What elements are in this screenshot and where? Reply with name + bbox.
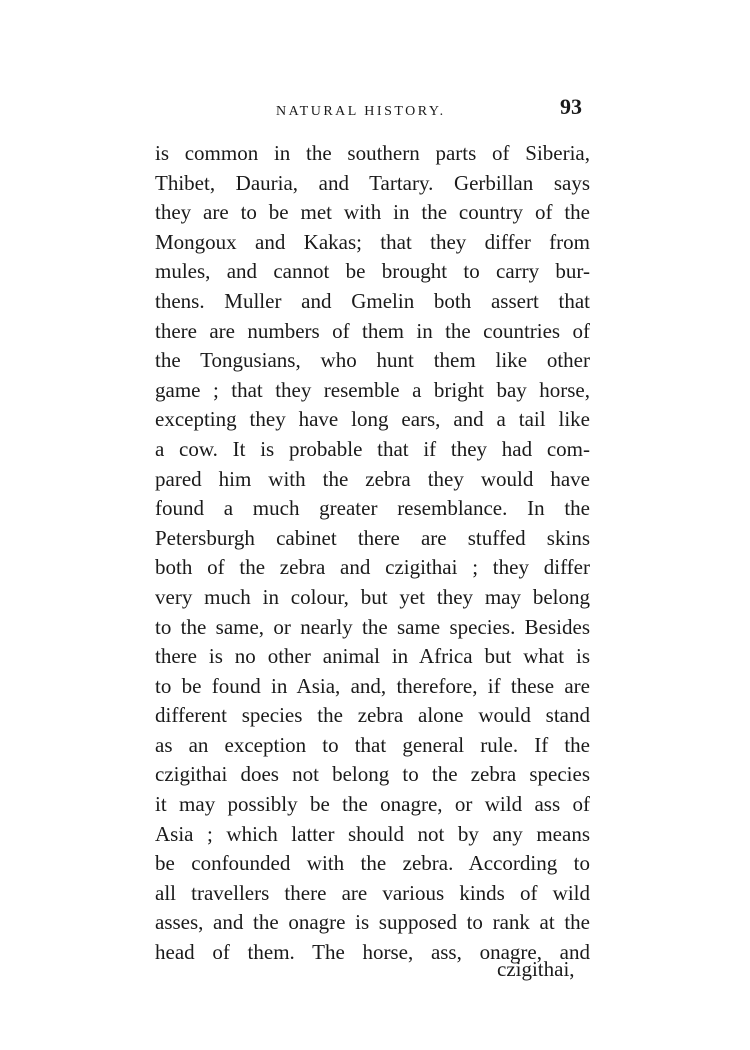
text-line: Petersburgh cabinet there are stuffed skins (155, 525, 590, 550)
text-line: Asia ; which latter should not by any means (155, 821, 590, 846)
text-line: mules, and cannot be brought to carry bur- (155, 259, 590, 284)
text-line: Thibet, Dauria, and Tartary. Gerbillan says (155, 170, 590, 195)
text-line: different species the zebra alone would stand (155, 703, 590, 728)
text-line: as an exception to that general rule. If the (155, 732, 590, 757)
text-line: thens. Muller and Gmelin both assert that (155, 288, 590, 313)
text-line: be confounded with the zebra. According to (155, 851, 590, 876)
page-number: 93 (560, 94, 582, 119)
text-line: there are numbers of them in the countries of (155, 318, 590, 343)
text-line: game ; that they resemble a bright bay horse, (155, 377, 590, 402)
text-line: the Tongusians, who hunt them like other (155, 348, 590, 373)
text-line: both of the zebra and czigithai ; they differ (155, 555, 590, 580)
text-line: all travellers there are various kinds of wild (155, 880, 590, 905)
text-line: Mongoux and Kakas; that they differ from (155, 229, 590, 254)
text-line: excepting they have long ears, and a tail like (155, 407, 590, 432)
text-line: there is no other animal in Africa but what is (155, 644, 590, 669)
text-line: it may possibly be the onagre, or wild ass of (155, 792, 590, 817)
catchword: czigithai, (497, 957, 575, 981)
text-line: head of them. The horse, ass, onagre, and (155, 940, 590, 965)
text-line: is common in the southern parts of Siberia, (155, 141, 590, 165)
text-line: to the same, or nearly the same species. Besides (155, 614, 590, 639)
text-line: they are to be met with in the country of the (155, 200, 590, 225)
running-head: NATURAL HISTORY. (276, 104, 446, 119)
text-line: to be found in Asia, and, therefore, if these are (155, 673, 590, 698)
text-line: found a much greater resemblance. In the (155, 496, 590, 521)
text-line: czigithai does not belong to the zebra species (155, 762, 590, 787)
text-line: a cow. It is probable that if they had com- (155, 436, 590, 461)
body-text (155, 139, 590, 968)
text-line: asses, and the onagre is supposed to rank at the (155, 910, 590, 935)
text-line: very much in colour, but yet they may belong (155, 584, 590, 609)
text-line: pared him with the zebra they would have (155, 466, 590, 491)
